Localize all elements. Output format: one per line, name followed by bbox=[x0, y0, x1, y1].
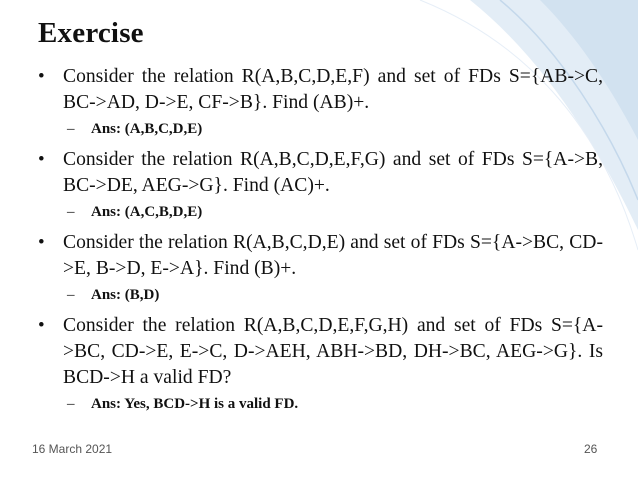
answer-text: Ans: (B,D) bbox=[91, 287, 160, 303]
bullet-text: Consider the relation R(A,B,C,D,E,F,G) and set of FDs S={A->B, BC->DE, AEG->G}. Find (AC)+. bbox=[63, 149, 603, 196]
bullet-item-3 bbox=[38, 230, 603, 282]
bullet-item-2 bbox=[38, 147, 603, 199]
answer-text: Ans: (A,B,C,D,E) bbox=[91, 121, 203, 137]
bullet-icon: • bbox=[38, 315, 45, 336]
dash-icon: – bbox=[67, 204, 75, 220]
bullet-icon: • bbox=[38, 66, 45, 87]
answer-text: Ans: (A,C,B,D,E) bbox=[91, 204, 203, 220]
bullet-text: Consider the relation R(A,B,C,D,E,F,G,H) and set of FDs S={A->BC, CD->E, E->C, D->AEH, ABH->BD, DH->BC, AEG->G}. Is BCD->H a valid FD? bbox=[63, 315, 603, 388]
answer-item-3 bbox=[38, 285, 603, 305]
bullet-item-4 bbox=[38, 313, 603, 391]
bullet-item-1 bbox=[38, 64, 603, 116]
dash-icon: – bbox=[67, 287, 75, 303]
answer-item-4 bbox=[38, 394, 603, 414]
bullet-text: Consider the relation R(A,B,C,D,E) and set of FDs S={A->BC, CD->E, B->D, E->A}. Find (B)+. bbox=[63, 232, 603, 279]
footer-page-number: 26 bbox=[584, 442, 598, 456]
dash-icon: – bbox=[67, 396, 75, 412]
answer-item-1 bbox=[38, 119, 603, 139]
dash-icon: – bbox=[67, 121, 75, 137]
footer-date: 16 March 2021 bbox=[32, 442, 113, 456]
answer-item-2 bbox=[38, 202, 603, 222]
slide-title: Exercise bbox=[38, 17, 144, 49]
bullet-icon: • bbox=[38, 232, 45, 253]
bullet-text: Consider the relation R(A,B,C,D,E,F) and set of FDs S={AB->C, BC->AD, D->E, CF->B}. Find (AB)+. bbox=[63, 66, 603, 113]
bullet-icon: • bbox=[38, 149, 45, 170]
slide-body bbox=[38, 64, 603, 414]
answer-text: Ans: Yes, BCD->H is a valid FD. bbox=[91, 396, 299, 412]
